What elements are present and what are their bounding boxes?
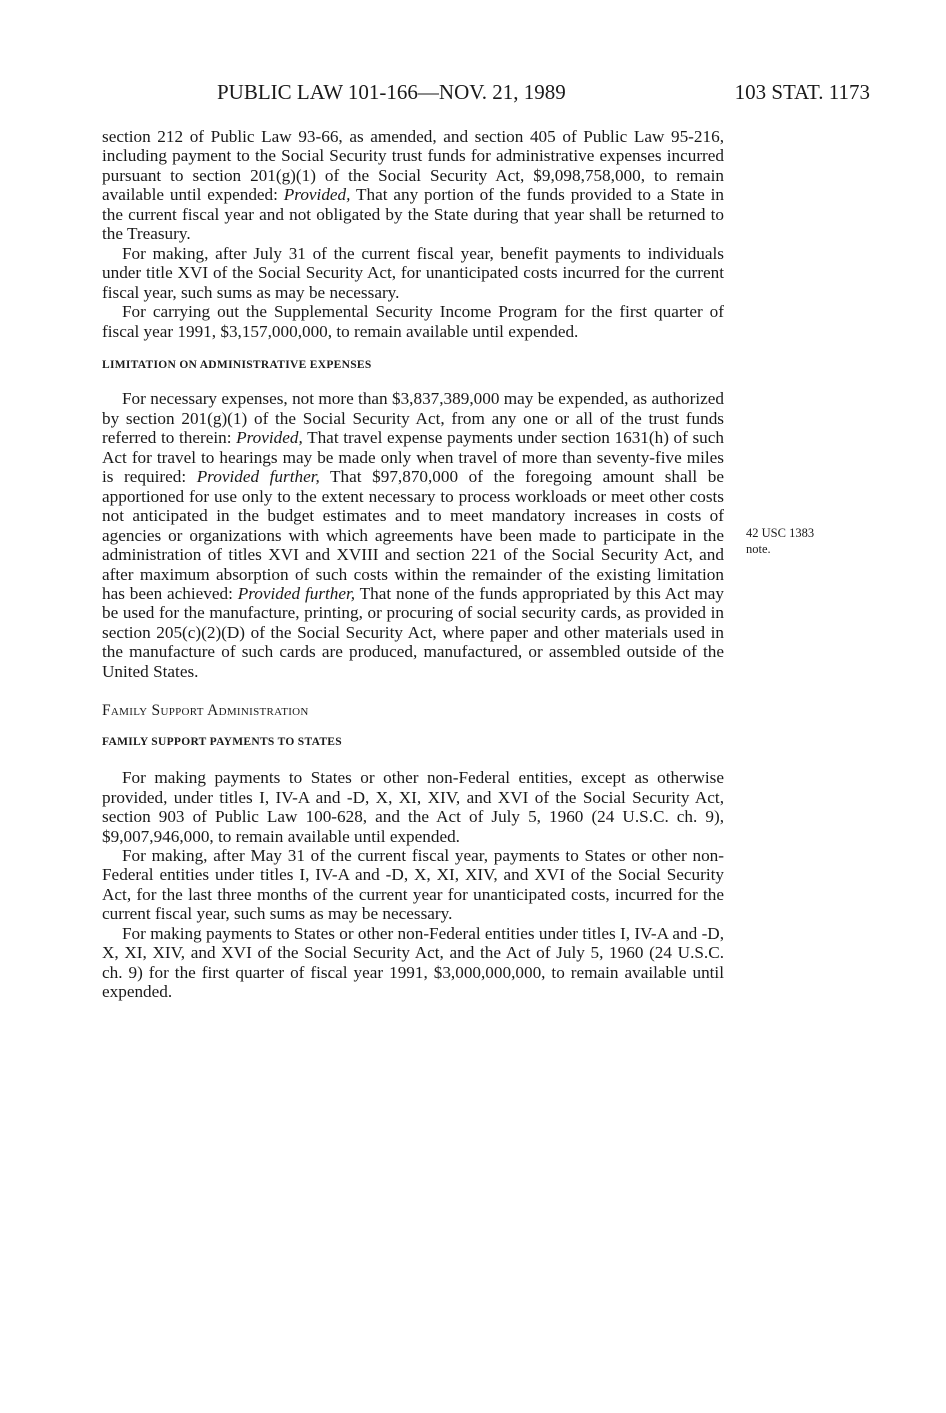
italic-provided: Provided, [283,185,351,205]
paragraph-ssi-program: For carrying out the Supplemental Security Income Program for the first quarter of fiscal year 1991, $3,157,000,000, to remain available until expended. [102,302,724,341]
paragraph-payments-to-states: For making payments to States or other non-Federal entities, except as otherwise provided, under titles I, IV-A and -D, X, XI, XIV, and XVI of the Social Security Act, section 903 of Public Law 100-628, and the Act of July 5, 1960 (24 U.S.C. ch. 9), $9,007,946,000, to remain available until expended. [102,768,724,846]
main-text-column [102,127,724,1002]
paragraph-benefit-payments: For making, after July 31 of the current fiscal year, benefit payments to individuals under title XVI of the Social Security Act, for unanticipated costs incurred for the current fiscal year, such sums as may be necessary. [102,243,724,302]
running-head-title: PUBLIC LAW 101-166—NOV. 21, 1989 [217,80,566,104]
margin-note-citation: 42 USC 1383 [746,526,815,540]
heading-limitation-admin-expenses: LIMITATION ON ADMINISTRATIVE EXPENSES [102,358,372,371]
heading-family-support-administration: Family Support Administration [102,702,309,720]
page-header [100,80,870,112]
margin-note [746,525,856,557]
paragraph-continuation: section 212 of Public Law 93-66, as amended, and section 405 of Public Law 95-216, including payment to the Social Security trust funds for administrative expenses incurred pursuant to section 201(g)(1) of the Social Security Act, $9,098,758,000, to remain available until expended: Provided, That any portion of the funds provided to a State in the current fiscal year and not obligated by the State during that year shall be returned to the Treasury. [102,127,724,244]
margin-note-label: note. [746,542,771,556]
paragraph-payments-after-may: For making, after May 31 of the current fiscal year, payments to States or other non-Federal entities under titles I, IV-A and -D, X, XI, XIV, and XVI of the Social Security Act, for the last three months of the current year for unanticipated costs, incurred for the current fiscal year, such sums as may be necessary. [102,845,724,924]
heading-family-support-payments: FAMILY SUPPORT PAYMENTS TO STATES [102,735,342,748]
paragraph-limitation: For necessary expenses, not more than $3,837,389,000 may be expended, as authorized by section 201(g)(1) of the Social Security Act, from any one or all of the trust funds referred to therein: Provided, That travel expense payments under section 1631(h) of such Act for travel to hearings may be made only when travel of more than seventy-five miles is required: Provided further, That $97,870,000 of the foregoing amount shall be apportioned for use only to the extent necessary to process workloads or meet other costs not anticipated in the budget estimates and to meet mandatory increases in costs of agencies or organizations with which agreements have been made to participate in the administration of titles XVI and XVIII and section 221 of the Social Security Act, and after maximum absorption of such costs within the remainder of the existing limitation has been achieved: Provided further, That none of the funds appropriated by this Act may be used for the manufacture, printing, or procuring of social security cards, as provided in section 205(c)(2)(D) of the Social Security Act, where paper and other materials used in the manufacture of such cards are produced, manufactured, or assembled outside of the United States. [102,389,725,681]
stat-page-number: 103 STAT. 1173 [734,80,870,104]
paragraph-payments-first-quarter: For making payments to States or other non-Federal entities under titles I, IV-A and -D, X, XI, XIV, and XVI of the Social Security Act, and the Act of July 5, 1960 (24 U.S.C. ch. 9) for the first quarter of fiscal year 1991, $3,000,000,000, to remain available until expended. [102,923,724,1002]
